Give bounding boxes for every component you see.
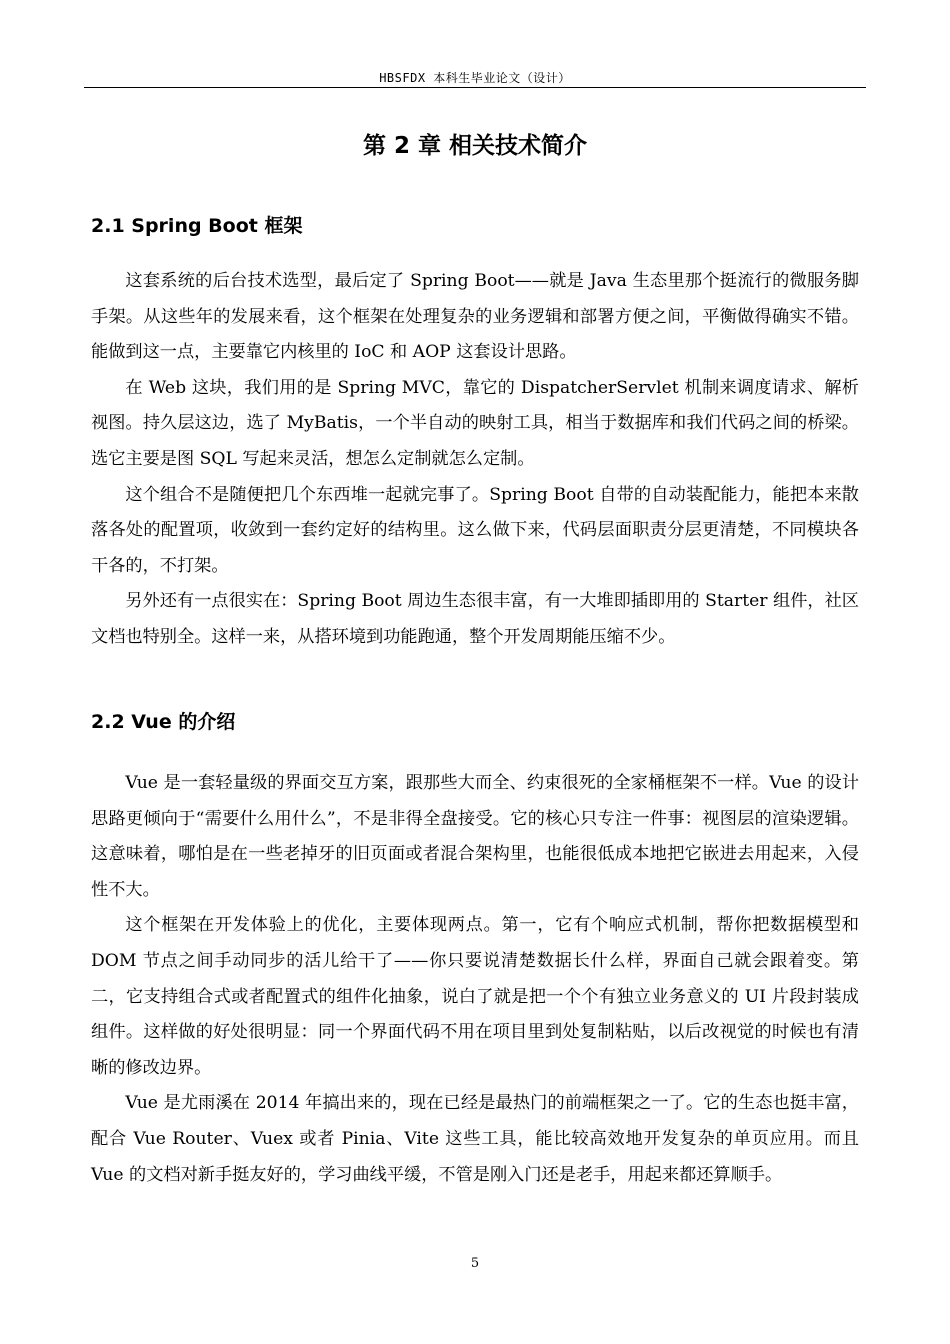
running-header: HBSFDX 本科生毕业论文（设计） (379, 71, 571, 85)
paragraph: 在 Web 这块，我们用的是 Spring MVC，靠它的 DispatcherServlet 机制来调度请求、解析视图。持久层这边，选了 MyBatis，一个半自动的映射工具，相当于数据库和我们代码之间的桥梁。选它主要是图 SQL 写起来灵活，想怎么定制就怎么定制。 (91, 377, 859, 469)
chapter-title: 第 2 章 相关技术简介 (362, 133, 588, 159)
paragraph: Vue 是一套轻量级的界面交互方案，跟那些大而全、约束很死的全家桶框架不一样。Vue 的设计思路更倾向于“需要什么用什么”，不是非得全盘接受。它的核心只专注一件事：视图层的渲染逻辑。这意味着，哪怕是在一些老掉牙的旧页面或者混合架构里，也能很低成本地把它嵌进去用起来，入侵性不大。 (91, 773, 859, 900)
paragraph: 这个框架在开发体验上的优化，主要体现两点。第一，它有个响应式机制，帮你把数据模型和 DOM 节点之间手动同步的活儿给干了——你只要说清楚数据长什么样，界面自己就会跟着变。第二，它支持组合式或者配置式的组件化抽象，说白了就是把一个个有独立业务意义的 UI 片段封装成组件。这样做的好处很明显：同一个界面代码不用在项目里到处复制粘贴，以后改视觉的时候也有清晰的修改边界。 (91, 915, 859, 1078)
paragraph: 另外还有一点很实在：Spring Boot 周边生态很丰富，有一大堆即插即用的 Starter 组件，社区文档也特别全。这样一来，从搭环境到功能跑通，整个开发周期能压缩不少。 (91, 591, 859, 647)
page-number: 5 (470, 1256, 480, 1271)
paragraph: 这个组合不是随便把几个东西堆一起就完事了。Spring Boot 自带的自动装配能力，能把本来散落各处的配置项，收敛到一套约定好的结构里。这么做下来，代码层面职责分层更清楚，不同模块各干各的，不打架。 (91, 484, 859, 576)
paragraph: Vue 是尤雨溪在 2014 年搞出来的，现在已经是最热门的前端框架之一了。它的生态也挺丰富，配合 Vue Router、Vuex 或者 Pinia、Vite 这些工具，能比较高效地开发复杂的单页应用。而且 Vue 的文档对新手挺友好的，学习曲线平缓，不管是刚入门还是老手，用起来都还算顺手。 (91, 1093, 859, 1185)
paragraph: 这套系统的后台技术选型，最后定了 Spring Boot——就是 Java 生态里那个挺流行的微服务脚手架。从这些年的发展来看，这个框架在处理复杂的业务逻辑和部署方便之间，平衡做得确实不错。能做到这一点，主要靠它内核里的 IoC 和 AOP 这套设计思路。 (91, 271, 859, 363)
section-heading-vue: 2.2 Vue 的介绍 (91, 711, 236, 733)
header-rule (84, 87, 866, 88)
section-body-vue (91, 766, 859, 1193)
section-body-spring-boot (91, 264, 859, 656)
section-heading-spring-boot: 2.1 Spring Boot 框架 (91, 215, 303, 237)
